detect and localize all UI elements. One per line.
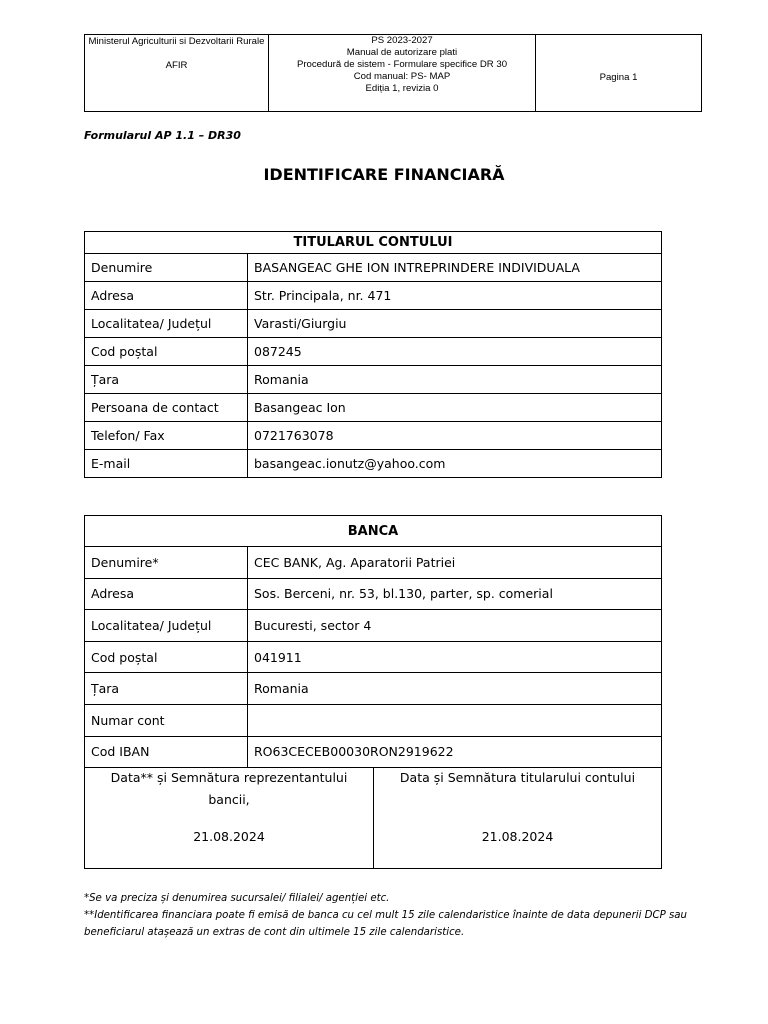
row-value: CEC BANK, Ag. Aparatorii Patriei: [248, 547, 662, 579]
footnote-1: *Se va preciza și denumirea sucursalei/ filialei/ agenției etc.: [84, 893, 390, 904]
header-institution-cell: [85, 35, 269, 111]
page-number: Pagina 1: [599, 72, 638, 83]
manual-code: Cod manual: PS- MAP: [353, 71, 451, 82]
row-value: Str. Principala, nr. 471: [248, 282, 662, 310]
ministry-name: Ministerul Agriculturii si Dezvoltarii Rurale: [88, 36, 265, 47]
account-holder-table: [84, 231, 662, 478]
bank-heading: BANCA: [85, 516, 662, 547]
row-label: Cod poștal: [85, 338, 248, 366]
table-row: [85, 282, 662, 310]
table-row: [85, 610, 662, 642]
table-row: [85, 673, 662, 705]
row-value: RO63CECEB00030RON2919622: [248, 736, 662, 768]
row-label: Numar cont: [85, 704, 248, 736]
table-row: [85, 338, 662, 366]
bank-table: [84, 515, 662, 768]
procedure-label: Procedură de sistem - Formulare specifice DR 30: [296, 59, 508, 70]
row-value: [248, 704, 662, 736]
footnotes: [84, 890, 704, 941]
manual-title: Manual de autorizare plati: [346, 47, 458, 58]
row-label: Localitatea/ Județul: [85, 610, 248, 642]
row-label: Țara: [85, 366, 248, 394]
table-row: [85, 366, 662, 394]
table-row: [85, 450, 662, 478]
table-row: [85, 254, 662, 282]
holder-signature-date: 21.08.2024: [481, 829, 554, 844]
table-row: [85, 547, 662, 579]
document-header-table: [84, 34, 702, 112]
row-label: E-mail: [85, 450, 248, 478]
row-value: Varasti/Giurgiu: [248, 310, 662, 338]
table-row: [85, 641, 662, 673]
row-value: 087245: [248, 338, 662, 366]
row-label: Adresa: [85, 578, 248, 610]
row-value: Basangeac Ion: [248, 394, 662, 422]
edition-label: Ediția 1, revizia 0: [365, 83, 439, 94]
table-row: [85, 422, 662, 450]
page-title: IDENTIFICARE FINANCIARĂ: [263, 165, 505, 184]
program-label: PS 2023-2027: [371, 35, 433, 46]
bank-signature-cell: [85, 767, 374, 868]
bank-signature-label: Data** și Semnătura reprezentantului bancii,: [110, 770, 348, 807]
row-label: Denumire: [85, 254, 248, 282]
holder-signature-label: Data și Semnătura titularului contului: [399, 770, 636, 785]
row-value: BASANGEAC GHE ION INTREPRINDERE INDIVIDUALA: [248, 254, 662, 282]
signature-row: [84, 767, 662, 869]
footnote-2: **Identificarea financiara poate fi emisă de banca cu cel mult 15 zile calendaristice înainte de data depunerii DCP sau beneficiarul atașează un extras de cont din ultimele 15 zile calendaristice.: [84, 910, 687, 938]
table-row: [85, 310, 662, 338]
row-label: Țara: [85, 673, 248, 705]
row-label: Telefon/ Fax: [85, 422, 248, 450]
agency-name: AFIR: [165, 60, 188, 71]
row-label: Cod poștal: [85, 641, 248, 673]
row-value: 041911: [248, 641, 662, 673]
row-value: 0721763078: [248, 422, 662, 450]
row-value: basangeac.ionutz@yahoo.com: [248, 450, 662, 478]
row-value: Romania: [248, 673, 662, 705]
row-label: Localitatea/ Județul: [85, 310, 248, 338]
form-code: Formularul AP 1.1 – DR30: [84, 129, 241, 142]
row-label: Adresa: [85, 282, 248, 310]
row-value: Romania: [248, 366, 662, 394]
bank-signature-date: 21.08.2024: [193, 829, 265, 844]
row-value: Sos. Berceni, nr. 53, bl.130, parter, sp. comerial: [248, 578, 662, 610]
holder-signature-cell: [374, 767, 661, 868]
header-page-cell: [536, 35, 701, 111]
row-value: Bucuresti, sector 4: [248, 610, 662, 642]
account-holder-heading: TITULARUL CONTULUI: [85, 232, 662, 254]
header-manual-cell: [269, 35, 536, 111]
table-row: [85, 394, 662, 422]
table-row: [85, 736, 662, 768]
table-row: [85, 578, 662, 610]
row-label: Persoana de contact: [85, 394, 248, 422]
row-label: Denumire*: [85, 547, 248, 579]
table-row: [85, 704, 662, 736]
row-label: Cod IBAN: [85, 736, 248, 768]
